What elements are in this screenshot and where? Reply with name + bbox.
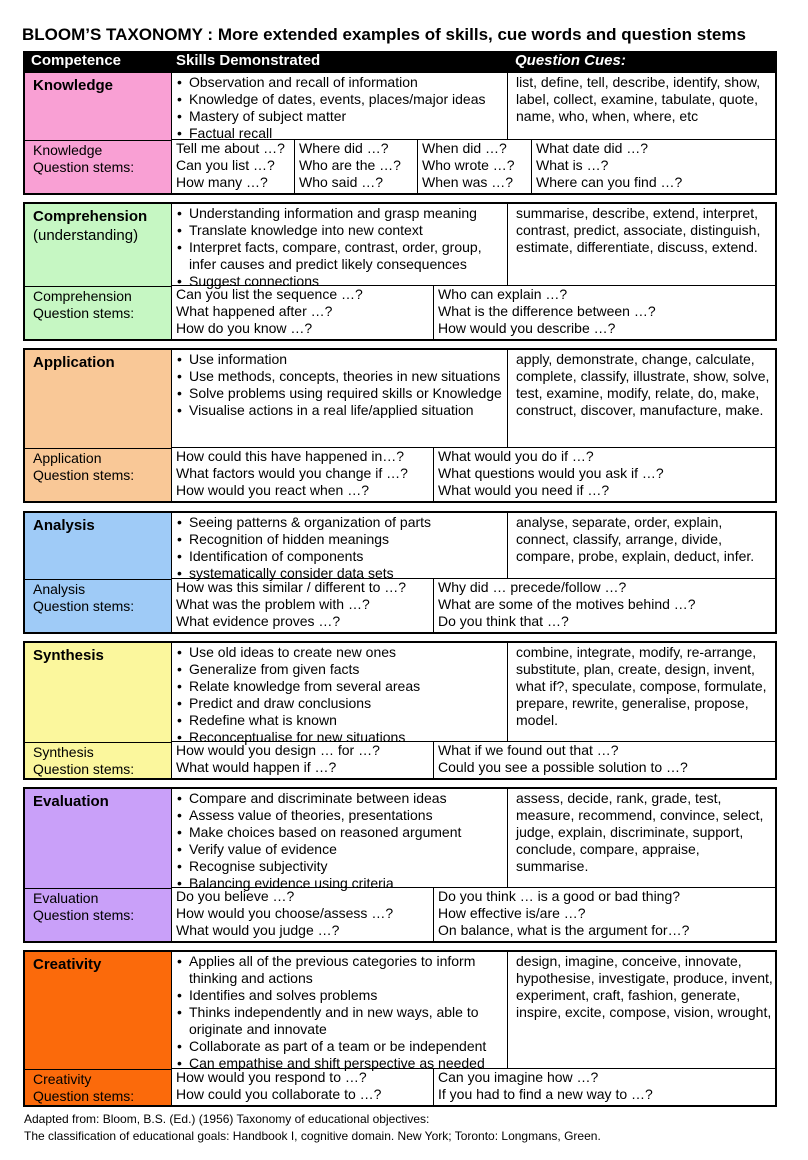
question-stems-label <box>33 450 134 484</box>
skill-item: • Mastery of subject matter <box>172 108 507 125</box>
skill-item: • Seeing patterns & organization of parts <box>172 514 507 531</box>
stem-column <box>434 742 779 778</box>
skill-item: • Use old ideas to create new ones <box>172 644 507 661</box>
question-stem: What is the difference between …? <box>438 303 656 319</box>
skill-item: • Use methods, concepts, theories in new situations <box>172 368 507 385</box>
question-stem: What would you need if …? <box>438 482 610 498</box>
skills-list <box>172 513 508 579</box>
stem-column <box>434 579 779 632</box>
footer-line-1: Adapted from: Bloom, B.S. (Ed.) (1956) Taxonomy of educational objectives: <box>24 1112 430 1126</box>
stem-column <box>172 448 434 501</box>
question-stem: What would happen if …? <box>176 759 337 775</box>
skills-list <box>172 789 508 891</box>
skill-item: • Observation and recall of information <box>172 74 507 91</box>
question-stem: When was …? <box>422 174 514 190</box>
question-stem: Where did …? <box>299 140 389 156</box>
question-stem: Do you believe …? <box>176 888 295 904</box>
stems-label-line: Evaluation <box>33 890 99 906</box>
section-creativity <box>23 950 777 1107</box>
question-stem: Could you see a possible solution to …? <box>438 759 688 775</box>
stems-divider <box>25 448 172 449</box>
question-stem: How could you collaborate to …? <box>176 1086 382 1102</box>
skill-item: • Collaborate as part of a team or be independent <box>172 1038 507 1055</box>
competence-label <box>33 646 104 665</box>
question-stems-label <box>33 1071 134 1105</box>
analysis-competence-cell <box>25 513 172 632</box>
stem-column <box>172 140 295 193</box>
skills-list <box>172 952 508 1069</box>
question-cues: summarise, describe, extend, interpret, contrast, predict, associate, distinguish, estimate, differentiate, discuss, extend. <box>516 205 761 255</box>
skill-item: • Applies all of the previous categories to inform thinking and actions <box>172 953 507 987</box>
skill-item: • Generalize from given facts <box>172 661 507 678</box>
table-header <box>23 51 777 71</box>
stems-divider <box>25 888 172 889</box>
stems-divider <box>25 140 172 141</box>
competence-subname: (understanding) <box>33 227 139 244</box>
question-stem: When did …? <box>422 140 507 156</box>
question-stems-label <box>33 288 134 322</box>
competence-name: Comprehension <box>33 208 148 225</box>
comprehension-competence-cell <box>25 204 172 339</box>
stems-label-line: Creativity <box>33 1071 92 1087</box>
question-stems-row <box>172 887 775 941</box>
stems-label-line: Question stems: <box>33 305 135 321</box>
skill-item: • Verify value of evidence <box>172 841 507 858</box>
skill-item: • Relate knowledge from several areas <box>172 678 507 695</box>
question-stem: What was the problem with …? <box>176 596 370 612</box>
stem-column <box>295 140 418 193</box>
stem-column <box>172 742 434 778</box>
question-stems-row <box>172 741 775 778</box>
stem-column <box>434 286 779 339</box>
question-stem: How would you design … for …? <box>176 742 380 758</box>
stems-label-line: Question stems: <box>33 467 135 483</box>
question-stem: How could this have happened in…? <box>176 448 405 464</box>
question-stems-row <box>172 578 775 632</box>
skill-item: • Compare and discriminate between ideas <box>172 790 507 807</box>
stem-column <box>532 140 779 193</box>
skills-list <box>172 643 508 745</box>
question-stems-label <box>33 581 134 615</box>
stem-column <box>172 579 434 632</box>
question-stem: What would you judge …? <box>176 922 340 938</box>
question-stems-row <box>172 1068 775 1105</box>
skill-item: • Use information <box>172 351 507 368</box>
question-cues: list, define, tell, describe, identify, show, label, collect, examine, tabulate, quote, name, who, when, where, etc <box>516 74 761 124</box>
skills-list <box>172 73 508 140</box>
skill-item: • Redefine what is known <box>172 712 507 729</box>
stems-divider <box>25 1069 172 1070</box>
question-stem: Tell me about …? <box>176 140 285 156</box>
section-application <box>23 348 777 503</box>
question-stems-label <box>33 744 134 778</box>
question-stem: How many …? <box>176 174 268 190</box>
question-stems-label <box>33 142 134 176</box>
section-comprehension <box>23 202 777 341</box>
competence-label <box>33 207 147 245</box>
question-cues: combine, integrate, modify, re-arrange, substitute, plan, create, design, invent, what if?, speculate, compose, formulate, prepare, rewrite, generalise, propose, model. <box>516 644 767 728</box>
stem-column <box>434 1069 779 1105</box>
competence-name: Application <box>33 354 115 371</box>
question-stem: What if we found out that …? <box>438 742 619 758</box>
stems-label-line: Question stems: <box>33 598 135 614</box>
stem-column <box>172 888 434 941</box>
question-stems-label <box>33 890 134 924</box>
stem-column <box>418 140 532 193</box>
skill-item: • systematically consider data sets <box>172 565 507 582</box>
skill-item: • Visualise actions in a real life/applied situation <box>172 402 507 419</box>
question-stem: What is …? <box>536 157 609 173</box>
skills-list <box>172 204 508 289</box>
question-stem: Who wrote …? <box>422 157 515 173</box>
question-stem: How effective is/are …? <box>438 905 586 921</box>
skill-item: • Recognition of hidden meanings <box>172 531 507 548</box>
question-stem: What factors would you change if …? <box>176 465 408 481</box>
question-stem: What are some of the motives behind …? <box>438 596 696 612</box>
section-analysis <box>23 511 777 634</box>
skill-item: • Recognise subjectivity <box>172 858 507 875</box>
skill-item: • Make choices based on reasoned argument <box>172 824 507 841</box>
question-cues: apply, demonstrate, change, calculate, complete, classify, illustrate, show, solve, test, examine, modify, relate, do, make, construct, discover, manufacture, make. <box>516 351 770 418</box>
synthesis-competence-cell <box>25 643 172 778</box>
question-stem: How would you react when …? <box>176 482 369 498</box>
skill-item: • Identifies and solves problems <box>172 987 507 1004</box>
skill-item: • Predict and draw conclusions <box>172 695 507 712</box>
question-stem: Can you list the sequence …? <box>176 286 363 302</box>
question-stem: How would you choose/assess …? <box>176 905 394 921</box>
stems-label-line: Question stems: <box>33 1088 135 1104</box>
section-synthesis <box>23 641 777 780</box>
header-competence: Competence <box>31 52 122 69</box>
competence-name: Creativity <box>33 956 102 973</box>
stems-divider <box>25 742 172 743</box>
question-stem: If you had to find a new way to …? <box>438 1086 653 1102</box>
skill-item: • Balancing evidence using criteria <box>172 875 507 892</box>
question-stem: Who said …? <box>299 174 384 190</box>
question-stem: On balance, what is the argument for…? <box>438 922 690 938</box>
question-stem: Do you think … is a good or bad thing? <box>438 888 681 904</box>
competence-label <box>33 792 109 811</box>
evaluation-competence-cell <box>25 789 172 941</box>
question-stems-row <box>172 447 775 501</box>
question-stem: Who can explain …? <box>438 286 568 302</box>
header-skills: Skills Demonstrated <box>176 52 321 69</box>
question-stem: Who are the …? <box>299 157 401 173</box>
question-cues: design, imagine, conceive, innovate, hypothesise, investigate, produce, invent, experiment, craft, fashion, generate, inspire, excite, compose, vision, wrought, <box>516 953 773 1020</box>
skill-item: • Reconceptualise for new situations <box>172 729 507 746</box>
question-stem: Where can you find …? <box>536 174 683 190</box>
stem-column <box>434 888 779 941</box>
stems-label-line: Analysis <box>33 581 86 597</box>
skill-item: • Understanding information and grasp meaning <box>172 205 507 222</box>
competence-name: Synthesis <box>33 647 104 664</box>
question-stem: Why did … precede/follow …? <box>438 579 627 595</box>
competence-label <box>33 353 115 372</box>
stems-label-line: Knowledge <box>33 142 103 158</box>
competence-label <box>33 516 95 535</box>
stems-divider <box>25 579 172 580</box>
skills-list <box>172 350 508 448</box>
question-stem: What date did …? <box>536 140 649 156</box>
stem-column <box>434 448 779 501</box>
question-stem: What questions would you ask if …? <box>438 465 664 481</box>
question-stem: How would you describe …? <box>438 320 616 336</box>
knowledge-competence-cell <box>25 73 172 193</box>
page-title: BLOOM’S TAXONOMY : More extended examples of skills, cue words and question stems <box>22 25 746 44</box>
question-stem: Can you list …? <box>176 157 275 173</box>
stems-label-line: Synthesis <box>33 744 94 760</box>
skill-item: • Thinks independently and in new ways, able to originate and innovate <box>172 1004 507 1038</box>
skill-item: • Can empathise and shift perspective as needed <box>172 1055 507 1072</box>
question-stem: What happened after …? <box>176 303 333 319</box>
question-stems-row <box>172 285 775 339</box>
stem-column <box>172 286 434 339</box>
application-competence-cell <box>25 350 172 501</box>
section-evaluation <box>23 787 777 943</box>
skill-item: • Identification of components <box>172 548 507 565</box>
footer-line-2: The classification of educational goals: Handbook I, cognitive domain. New York; Toronto: Longmans, Green. <box>24 1129 601 1143</box>
stems-label-line: Comprehension <box>33 288 132 304</box>
stems-label-line: Question stems: <box>33 761 135 777</box>
stems-label-line: Application <box>33 450 102 466</box>
stem-column <box>172 1069 434 1105</box>
question-stem: How was this similar / different to …? <box>176 579 407 595</box>
question-cues: analyse, separate, order, explain, connect, classify, arrange, divide, compare, probe, explain, deduct, infer. <box>516 514 755 564</box>
question-stem: What would you do if …? <box>438 448 594 464</box>
skill-item: • Assess value of theories, presentations <box>172 807 507 824</box>
creativity-competence-cell <box>25 952 172 1105</box>
stems-divider <box>25 286 172 287</box>
question-stem: How would you respond to …? <box>176 1069 367 1085</box>
skill-item: • Factual recall <box>172 125 507 142</box>
competence-label <box>33 955 101 974</box>
skill-item: • Knowledge of dates, events, places/major ideas <box>172 91 507 108</box>
section-knowledge <box>23 71 777 195</box>
question-stem: Can you imagine how …? <box>438 1069 599 1085</box>
header-cues: Question Cues: <box>515 52 626 69</box>
question-stems-row <box>172 139 775 193</box>
skill-item: • Translate knowledge into new context <box>172 222 507 239</box>
competence-name: Evaluation <box>33 793 109 810</box>
question-stem: Do you think that …? <box>438 613 569 629</box>
skill-item: • Interpret facts, compare, contrast, order, group, infer causes and predict likely consequences <box>172 239 507 273</box>
question-stem: How do you know …? <box>176 320 313 336</box>
competence-name: Knowledge <box>33 77 114 94</box>
stems-label-line: Question stems: <box>33 907 135 923</box>
skill-item: • Suggest connections <box>172 273 507 290</box>
competence-name: Analysis <box>33 517 95 534</box>
skill-item: • Solve problems using required skills or Knowledge <box>172 385 507 402</box>
competence-label <box>33 76 113 95</box>
question-stem: What evidence proves …? <box>176 613 341 629</box>
stems-label-line: Question stems: <box>33 159 135 175</box>
question-cues: assess, decide, rank, grade, test, measure, recommend, convince, select, judge, explain, discriminate, support, conclude, compare, appraise, summarise. <box>516 790 764 874</box>
